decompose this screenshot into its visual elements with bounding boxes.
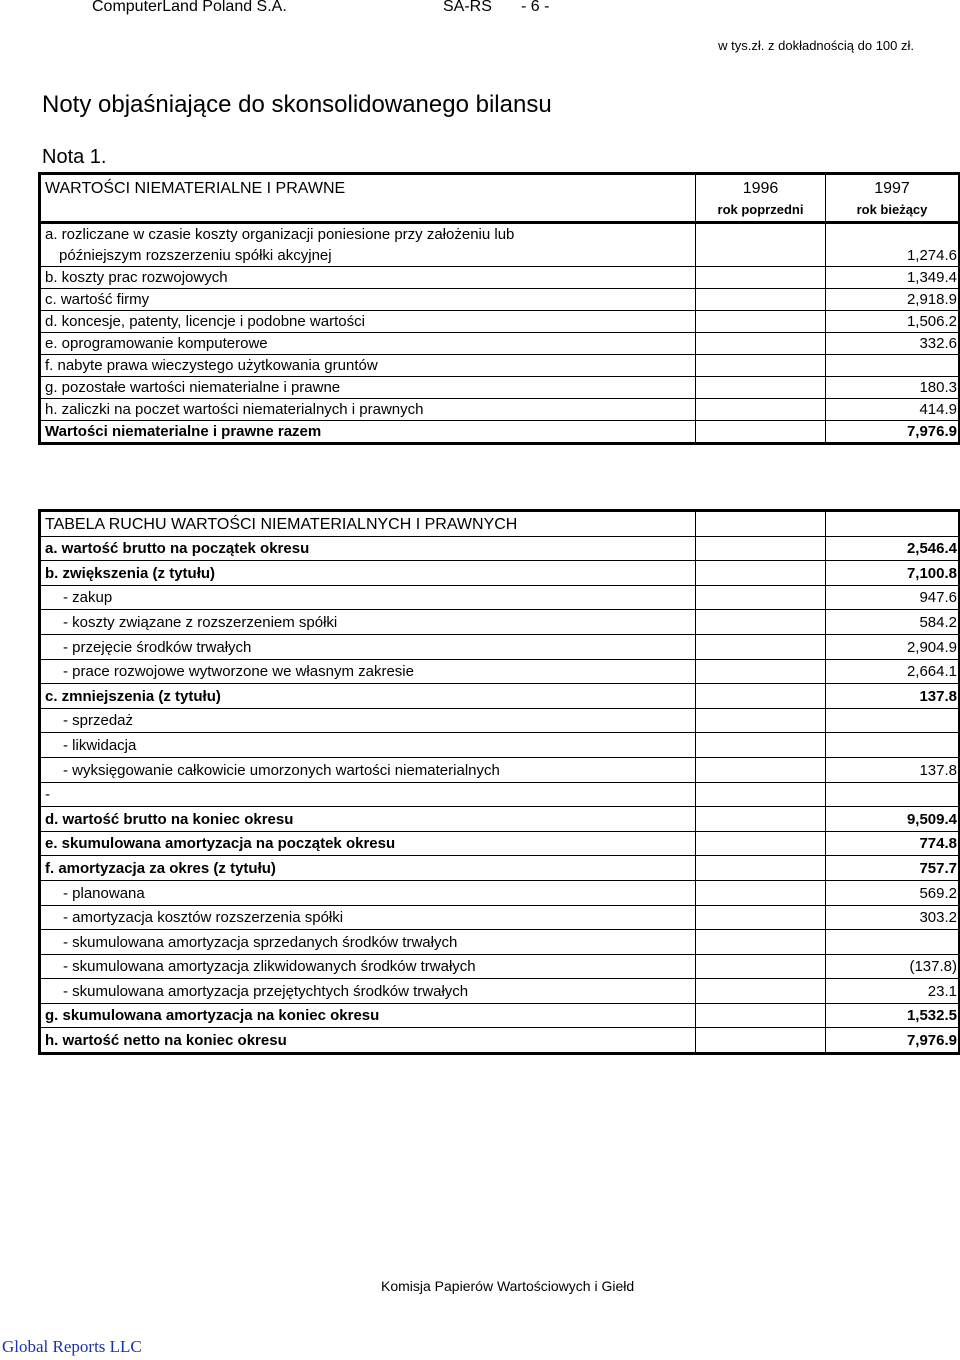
intangibles-table	[38, 172, 960, 445]
table-row	[40, 979, 960, 1004]
row-value: 2,546.4	[826, 536, 960, 561]
units-note: w tys.zł. z dokładnością do 100 zł.	[718, 38, 914, 53]
row-label: d. wartość brutto na koniec okresu	[40, 807, 696, 832]
table-row	[40, 536, 960, 561]
table2-heading: TABELA RUCHU WARTOŚCI NIEMATERIALNYCH I PRAWNYCH	[40, 511, 696, 537]
col-label-curr: rok bieżący	[826, 202, 960, 223]
row-label: h. wartość netto na koniec okresu	[40, 1028, 696, 1054]
row-label: a. wartość brutto na początek okresu	[40, 536, 696, 561]
row-prev	[696, 333, 826, 355]
row-prev	[696, 289, 826, 311]
row-value: 569.2	[826, 880, 960, 905]
row-value: 757.7	[826, 856, 960, 881]
table-row	[40, 930, 960, 955]
row-value: 774.8	[826, 831, 960, 856]
table-row	[40, 399, 960, 421]
row-label: f. amortyzacja za okres (z tytułu)	[40, 856, 696, 881]
row-label: - koszty związane z rozszerzeniem spółki	[40, 610, 696, 635]
row-curr: 332.6	[826, 333, 960, 355]
row-label: e. skumulowana amortyzacja na początek okresu	[40, 831, 696, 856]
row-label: g. skumulowana amortyzacja na koniec okresu	[40, 1003, 696, 1028]
row-prev	[696, 355, 826, 377]
row-label: - likwidacja	[40, 733, 696, 758]
row-label: b. zwiększenia (z tytułu)	[40, 561, 696, 586]
report-code: SA-RS	[443, 0, 492, 15]
row-value: 137.8	[826, 684, 960, 709]
col-label-prev: rok poprzedni	[696, 202, 826, 223]
row-label: g. pozostałe wartości niematerialne i prawne	[40, 377, 696, 399]
col-year-curr: 1997	[826, 174, 960, 203]
row-label: - planowana	[40, 880, 696, 905]
table-row	[40, 267, 960, 289]
row-value: 7,976.9	[826, 1028, 960, 1054]
table1-heading: WARTOŚCI NIEMATERIALNE I PRAWNE	[40, 174, 696, 203]
table-row	[40, 634, 960, 659]
row-label: d. koncesje, patenty, licencje i podobne wartości	[40, 311, 696, 333]
table-row	[40, 659, 960, 684]
row-label: - prace rozwojowe wytworzone we własnym zakresie	[40, 659, 696, 684]
table-row	[40, 610, 960, 635]
row-prev	[696, 377, 826, 399]
row-value: 137.8	[826, 757, 960, 782]
row-value	[826, 733, 960, 758]
table-row	[40, 856, 960, 881]
row-curr: 180.3	[826, 377, 960, 399]
row-value	[826, 782, 960, 807]
total-row	[40, 421, 960, 444]
table-row	[40, 733, 960, 758]
total-label: Wartości niematerialne i prawne razem	[40, 421, 696, 444]
company-name: ComputerLand Poland S.A.	[92, 0, 287, 15]
table-row	[40, 905, 960, 930]
row-label: b. koszty prac rozwojowych	[40, 267, 696, 289]
row-value: 303.2	[826, 905, 960, 930]
row-curr: 1,349.4	[826, 267, 960, 289]
row-prev	[696, 311, 826, 333]
row-label: - przejęcie środków trwałych	[40, 634, 696, 659]
row-curr	[826, 355, 960, 377]
row-label: c. wartość firmy	[40, 289, 696, 311]
row-value: 2,664.1	[826, 659, 960, 684]
row-value: 947.6	[826, 585, 960, 610]
row-curr: 1,506.2	[826, 311, 960, 333]
row-label: -	[40, 782, 696, 807]
table-row	[40, 355, 960, 377]
row-a-label-line1: a. rozliczane w czasie koszty organizacji poniesione przy założeniu lub	[40, 223, 696, 246]
row-value: 584.2	[826, 610, 960, 635]
table-row	[40, 333, 960, 355]
row-curr: 414.9	[826, 399, 960, 421]
row-label: - sprzedaż	[40, 708, 696, 733]
row-value: 23.1	[826, 979, 960, 1004]
movement-table	[38, 509, 960, 1055]
row-value: 7,100.8	[826, 561, 960, 586]
footer-text: Komisja Papierów Wartościowych i Giełd	[381, 1278, 635, 1294]
row-label: e. oprogramowanie komputerowe	[40, 333, 696, 355]
table-row	[40, 311, 960, 333]
table-row	[40, 831, 960, 856]
table-row	[40, 782, 960, 807]
table-row	[40, 954, 960, 979]
row-label: - skumulowana amortyzacja sprzedanych środków trwałych	[40, 930, 696, 955]
note-number: Nota 1.	[42, 146, 107, 168]
row-label: h. zaliczki na poczet wartości niematerialnych i prawnych	[40, 399, 696, 421]
brand-logo: Global Reports LLC	[2, 1337, 142, 1356]
row-label: - zakup	[40, 585, 696, 610]
table-row	[40, 684, 960, 709]
row-label: - wyksięgowanie całkowicie umorzonych wartości niematerialnych	[40, 757, 696, 782]
page-title: Noty objaśniające do skonsolidowanego bilansu	[42, 91, 552, 118]
row-label: f. nabyte prawa wieczystego użytkowania gruntów	[40, 355, 696, 377]
row-prev	[696, 267, 826, 289]
row-value: (137.8)	[826, 954, 960, 979]
page-number: - 6 -	[521, 0, 550, 15]
row-value	[826, 930, 960, 955]
row-value: 2,904.9	[826, 634, 960, 659]
table-row	[40, 1003, 960, 1028]
row-value: 1,532.5	[826, 1003, 960, 1028]
row-curr: 2,918.9	[826, 289, 960, 311]
table-row	[40, 708, 960, 733]
row-label: - skumulowana amortyzacja zlikwidowanych środków trwałych	[40, 954, 696, 979]
col-year-prev: 1996	[696, 174, 826, 203]
row-a-label-line2: późniejszym rozszerzeniu spółki akcyjnej	[40, 245, 696, 267]
table-row	[40, 585, 960, 610]
row-label: c. zmniejszenia (z tytułu)	[40, 684, 696, 709]
row-label: - skumulowana amortyzacja przejętychtych środków trwałych	[40, 979, 696, 1004]
table-row	[40, 807, 960, 832]
row-value	[826, 708, 960, 733]
row-prev	[696, 399, 826, 421]
row-a-value: 1,274.6	[826, 245, 960, 267]
table-row	[40, 880, 960, 905]
table-row	[40, 1028, 960, 1054]
table-row	[40, 561, 960, 586]
table-row	[40, 757, 960, 782]
table-row	[40, 289, 960, 311]
total-value: 7,976.9	[826, 421, 960, 444]
row-value: 9,509.4	[826, 807, 960, 832]
row-label: - amortyzacja kosztów rozszerzenia spółki	[40, 905, 696, 930]
table-row	[40, 377, 960, 399]
